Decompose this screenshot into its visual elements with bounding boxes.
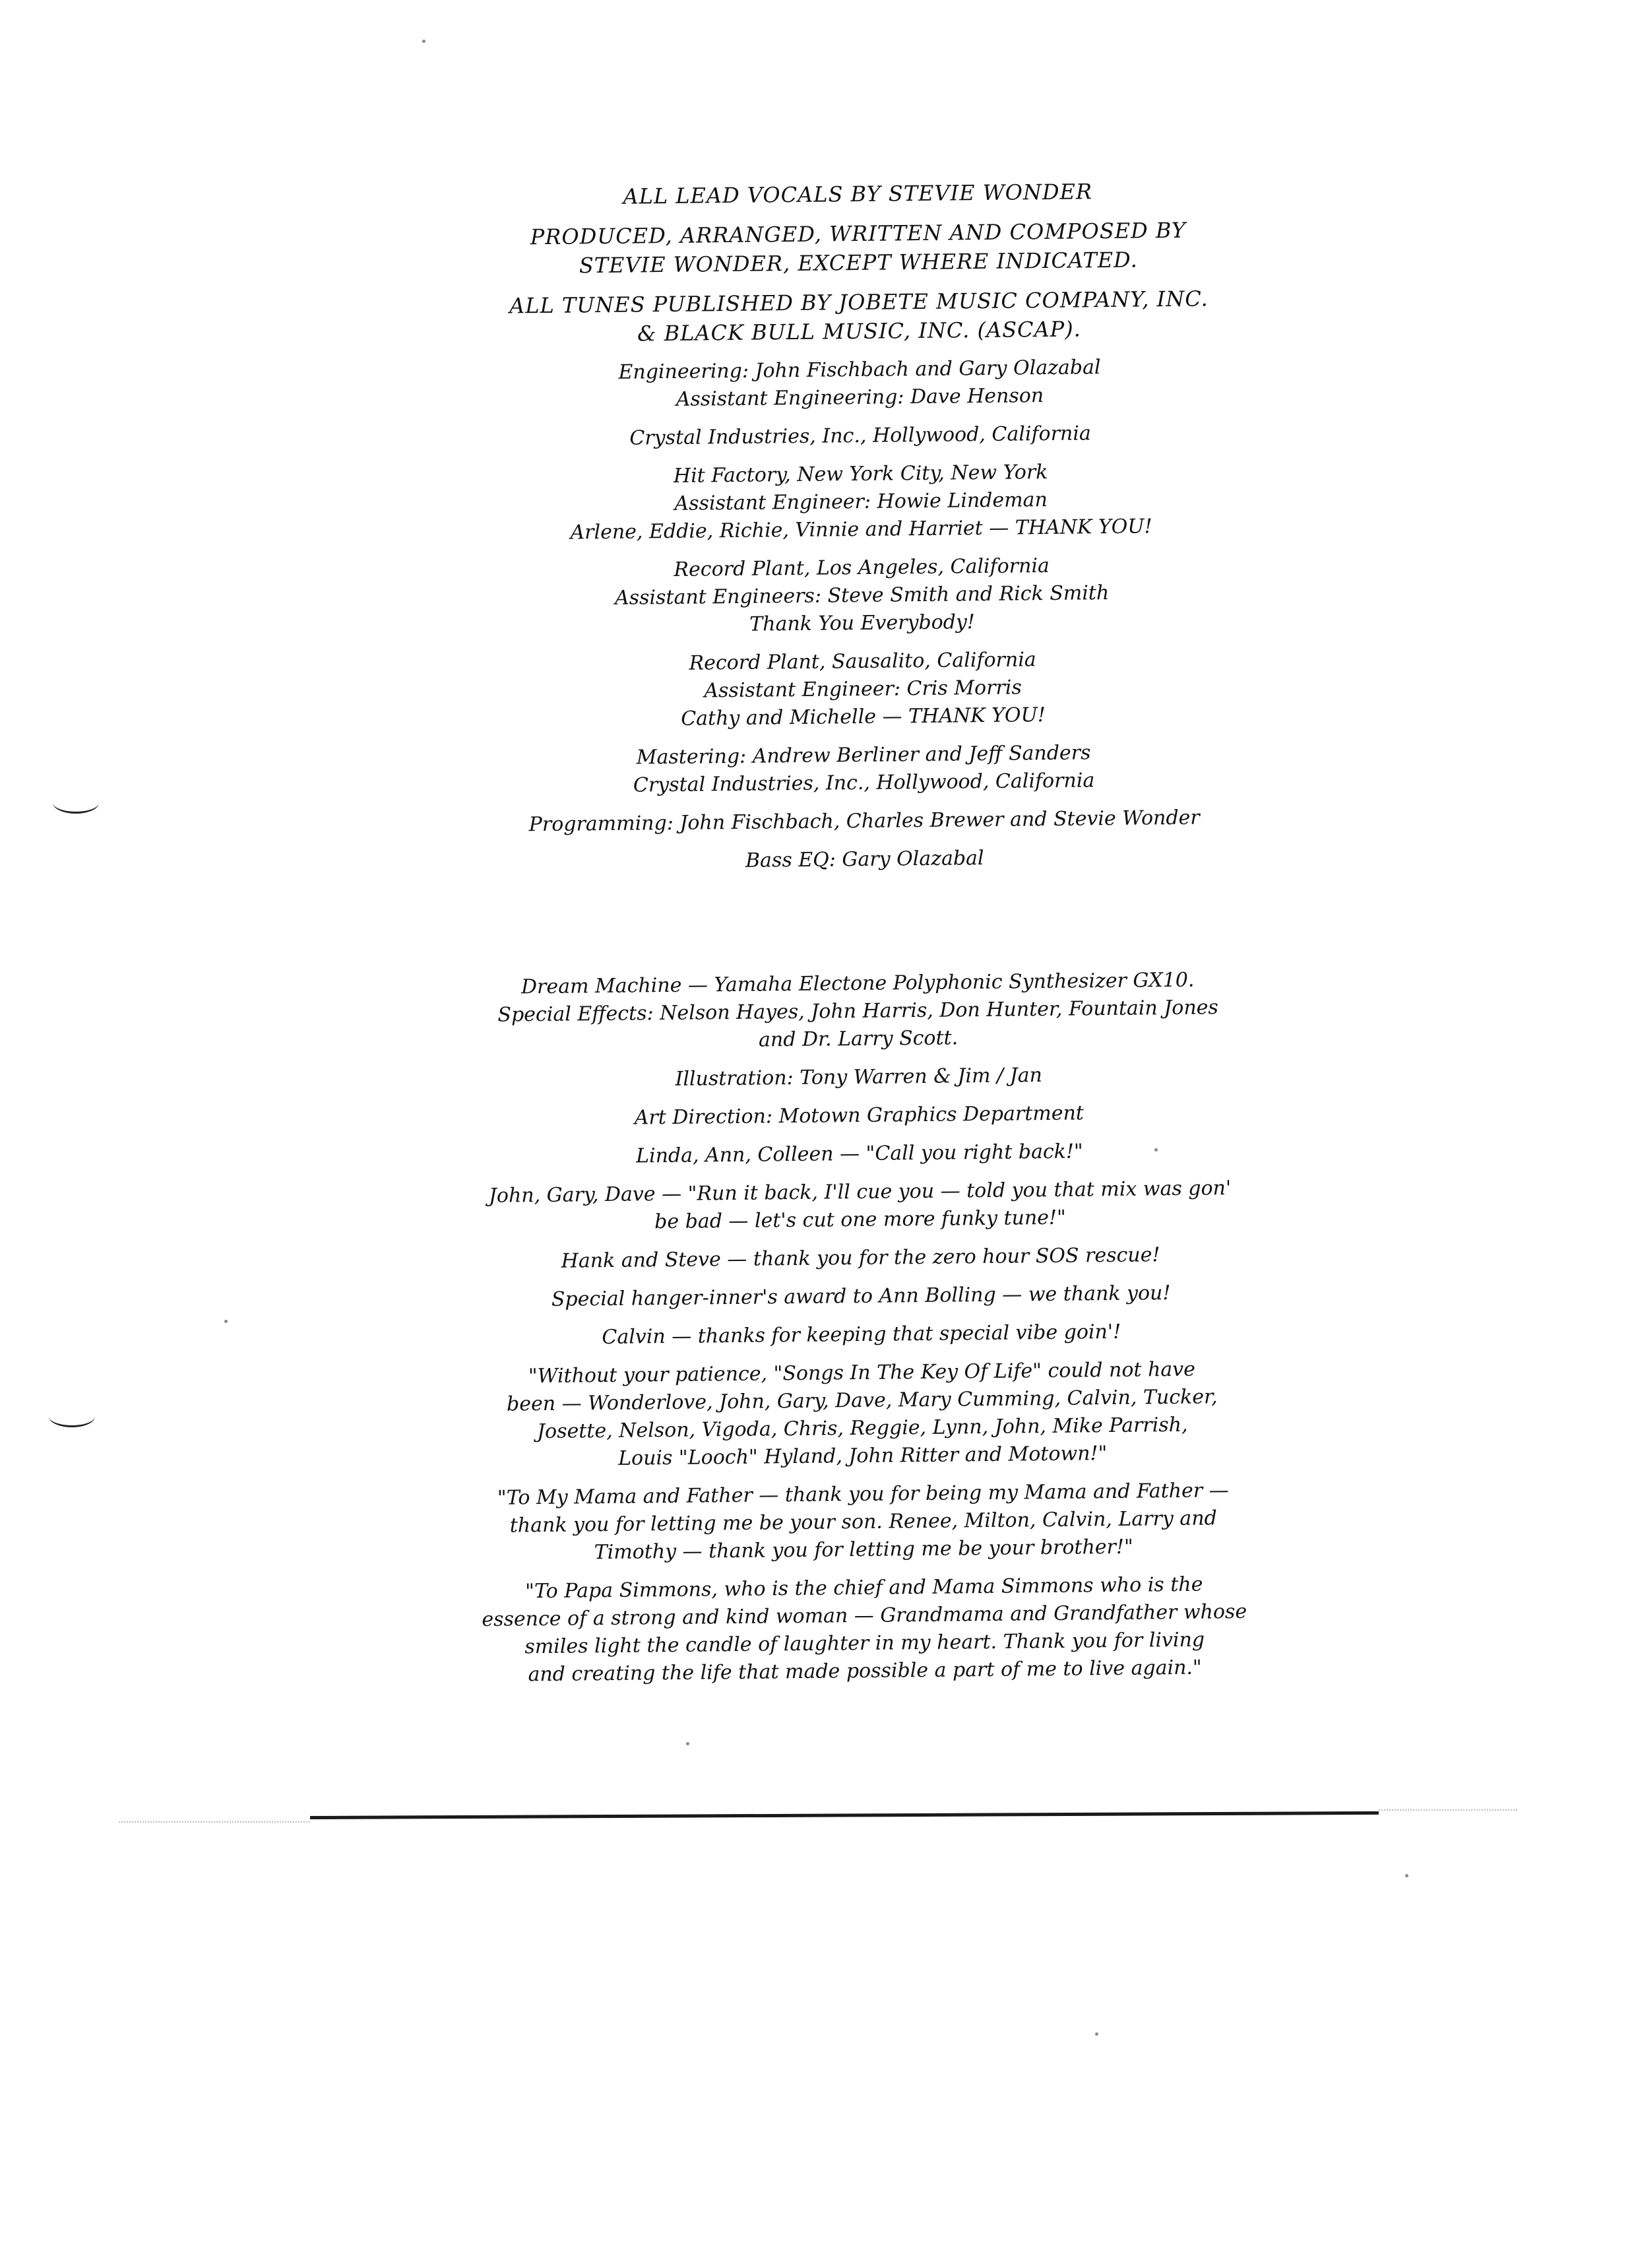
- scan-speck: [1095, 2032, 1098, 2036]
- punch-hole-mark: [49, 1406, 95, 1427]
- credit-line: STEVIE WONDER, EXCEPT WHERE INDICATED.: [579, 247, 1138, 278]
- scan-speck: [686, 1742, 689, 1745]
- scan-rule-fade-right: [1379, 1809, 1517, 1811]
- credit-line: "To Papa Simmons, who is the chief and Mama Simmons who is the: [525, 1572, 1203, 1604]
- bottom-rule: [310, 1811, 1379, 1819]
- credit-line: ALL LEAD VOCALS BY STEVIE WONDER: [623, 179, 1093, 209]
- credit-line: Record Plant, Los Angeles, California: [674, 554, 1050, 581]
- credit-block: [436, 214, 1281, 281]
- punch-hole-mark: [53, 792, 99, 814]
- credit-line: Linda, Ann, Colleen — "Call you right back!": [635, 1140, 1083, 1168]
- credit-line: Assistant Engineers: Steve Smith and Rick Smith: [614, 581, 1110, 610]
- credit-block: [438, 1240, 1282, 1276]
- credit-line: Art Direction: Motown Graphics Department: [634, 1101, 1085, 1130]
- credit-block: [441, 1476, 1286, 1568]
- credit-line: and creating the life that made possible a part of me to live again.": [528, 1656, 1202, 1687]
- credit-line: Programming: John Fischbach, Charles Brewer and Stevie Wonder: [528, 806, 1200, 837]
- credit-block: [439, 1278, 1283, 1314]
- credit-line: Special Effects: Nelson Hayes, John Harris, Don Hunter, Fountain Jones: [497, 996, 1219, 1027]
- credit-line: Assistant Engineer: Cris Morris: [704, 676, 1022, 703]
- credit-block: [437, 1174, 1282, 1238]
- credit-line: "Without your patience, "Songs In The Key Of Life" could not have: [528, 1357, 1196, 1388]
- credit-line: Mastering: Andrew Berliner and Jeff Sanders: [636, 741, 1091, 769]
- credit-line: Cathy and Michelle — THANK YOU!: [681, 703, 1046, 730]
- credit-block: [442, 803, 1286, 839]
- credit-line: Josette, Nelson, Vigoda, Chris, Reggie, Lynn, John, Mike Parrish,: [536, 1413, 1188, 1444]
- credit-line: be bad — let's cut one more funky tune!": [654, 1206, 1066, 1234]
- credit-line: Special hanger-inner's award to Ann Bolling — we thank you!: [551, 1281, 1171, 1311]
- credit-block: [439, 1355, 1285, 1474]
- credit-line: Dream Machine — Yamaha Electone Polyphonic Synthesizer GX10.: [520, 968, 1195, 999]
- credit-line: Hank and Steve — thank you for the zero hour SOS rescue!: [561, 1243, 1160, 1273]
- credit-block: [437, 1059, 1281, 1095]
- credit-block: [438, 418, 1282, 454]
- credit-line: thank you for letting me be your son. Renee, Milton, Calvin, Larry and: [509, 1507, 1217, 1538]
- credit-line: Assistant Engineer: Howie Lindeman: [674, 488, 1048, 515]
- credit-line: Thank You Everybody!: [749, 610, 976, 636]
- credit-line: Engineering: John Fischbach and Gary Olazabal: [618, 356, 1101, 384]
- credit-block: [437, 283, 1282, 350]
- credit-line: Crystal Industries, Inc., Hollywood, California: [633, 769, 1095, 797]
- credit-line: Arlene, Eddie, Richie, Vinnie and Harriet — THANK YOU!: [570, 515, 1152, 544]
- scan-speck: [1405, 1874, 1408, 1877]
- credit-line: PRODUCED, ARRANGED, WRITTEN AND COMPOSED BY: [530, 217, 1187, 250]
- credit-block: [435, 175, 1280, 212]
- credit-line: "To My Mama and Father — thank you for being my Mama and Father —: [497, 1479, 1229, 1510]
- credit-line: smiles light the candle of laughter in my heart. Thank you for living: [524, 1628, 1205, 1659]
- credit-line: Illustration: Tony Warren & Jim / Jan: [675, 1064, 1043, 1091]
- scan-speck: [422, 40, 425, 43]
- credit-line: & BLACK BULL MUSIC, INC. (ASCAP).: [637, 316, 1082, 346]
- credit-line: essence of a strong and kind woman — Grandmama and Grandfather whose: [482, 1600, 1247, 1632]
- credit-block: [437, 1097, 1281, 1134]
- credit-line: been — Wonderlove, John, Gary, Dave, Mary Cumming, Calvin, Tucker,: [506, 1385, 1218, 1416]
- credit-line: Louis "Looch" Hyland, John Ritter and Motown!": [617, 1442, 1108, 1470]
- scan-rule-fade-left: [119, 1821, 310, 1823]
- credit-line: John, Gary, Dave — "Run it back, I'll cue you — told you that mix was gon': [488, 1177, 1232, 1208]
- credit-block: [440, 643, 1285, 735]
- credit-block: [437, 1136, 1282, 1172]
- credit-block: [435, 965, 1280, 1057]
- credit-line: Assistant Engineering: Dave Henson: [676, 384, 1044, 411]
- scan-speck: [1154, 1148, 1158, 1151]
- credit-line: and Dr. Larry Scott.: [758, 1026, 959, 1052]
- credit-line: Hit Factory, New York City, New York: [673, 461, 1048, 488]
- credit-line: ALL TUNES PUBLISHED BY JOBETE MUSIC COMPANY, INC.: [509, 286, 1209, 319]
- credit-block: [437, 352, 1282, 416]
- credit-block: [438, 456, 1283, 548]
- credit-line: Calvin — thanks for keeping that special vibe goin'!: [602, 1320, 1121, 1349]
- credit-line: Bass EQ: Gary Olazabal: [745, 847, 984, 872]
- credits-top-section: [435, 175, 1287, 888]
- credit-line: Record Plant, Sausalito, California: [689, 648, 1036, 675]
- scan-speck: [224, 1320, 228, 1323]
- credit-line: Crystal Industries, Inc., Hollywood, California: [629, 422, 1091, 450]
- credit-block: [439, 1316, 1284, 1353]
- credit-block: [442, 1570, 1288, 1689]
- credits-bottom-section: [435, 965, 1287, 1700]
- credit-block: [441, 737, 1286, 801]
- credit-block: [443, 841, 1287, 878]
- credit-line: Timothy — thank you for letting me be your brother!": [594, 1535, 1133, 1565]
- credit-block: [439, 550, 1284, 641]
